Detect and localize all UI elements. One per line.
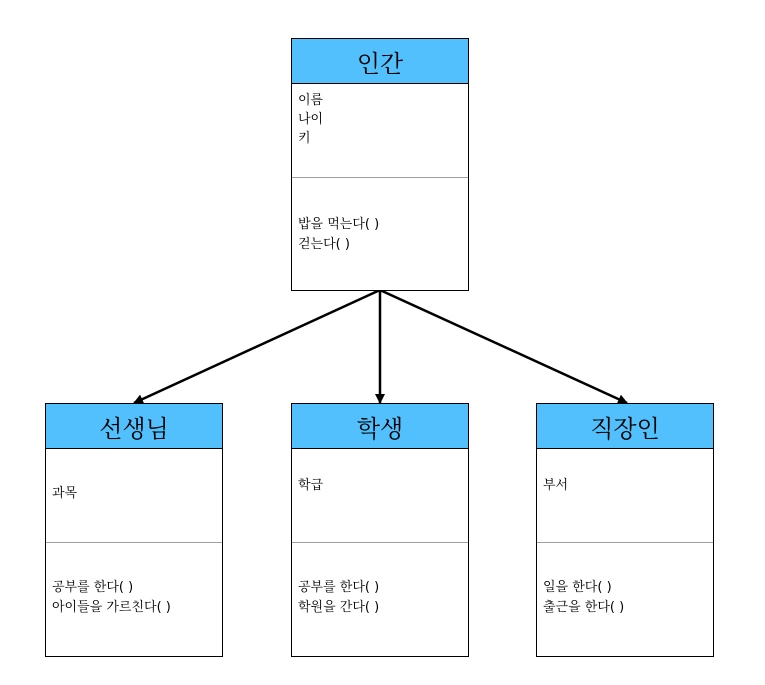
class-name-student: 학생 [292,404,468,449]
method: 걷는다( ) [298,237,350,252]
method: 공부를 한다( ) [298,580,380,595]
class-name-human: 인간 [292,39,468,84]
class-name-employee: 직장인 [537,404,713,449]
class-box-teacher [45,403,223,657]
attribute: 이름 [298,93,324,108]
class-box-student [291,403,469,657]
arrow-to-employee [380,290,627,403]
attribute: 나이 [298,112,324,127]
method: 출근을 한다( ) [543,600,625,615]
attribute: 부서 [543,478,569,493]
method: 학원을 간다( ) [298,600,380,615]
attributes-section [292,449,468,543]
class-name-teacher: 선생님 [46,404,222,449]
attribute: 학급 [298,478,324,493]
class-box-human [291,38,469,291]
attributes-section [46,449,222,543]
method: 아이들을 가르친다( ) [52,600,171,615]
attributes-section [537,449,713,543]
attributes-section [292,84,468,178]
method: 일을 한다( ) [543,580,612,595]
method: 밥을 먹는다( ) [298,217,380,232]
class-box-employee [536,403,714,657]
attribute: 키 [298,131,311,146]
arrow-to-teacher [134,290,380,403]
attribute: 과목 [52,486,78,501]
method: 공부를 한다( ) [52,580,134,595]
